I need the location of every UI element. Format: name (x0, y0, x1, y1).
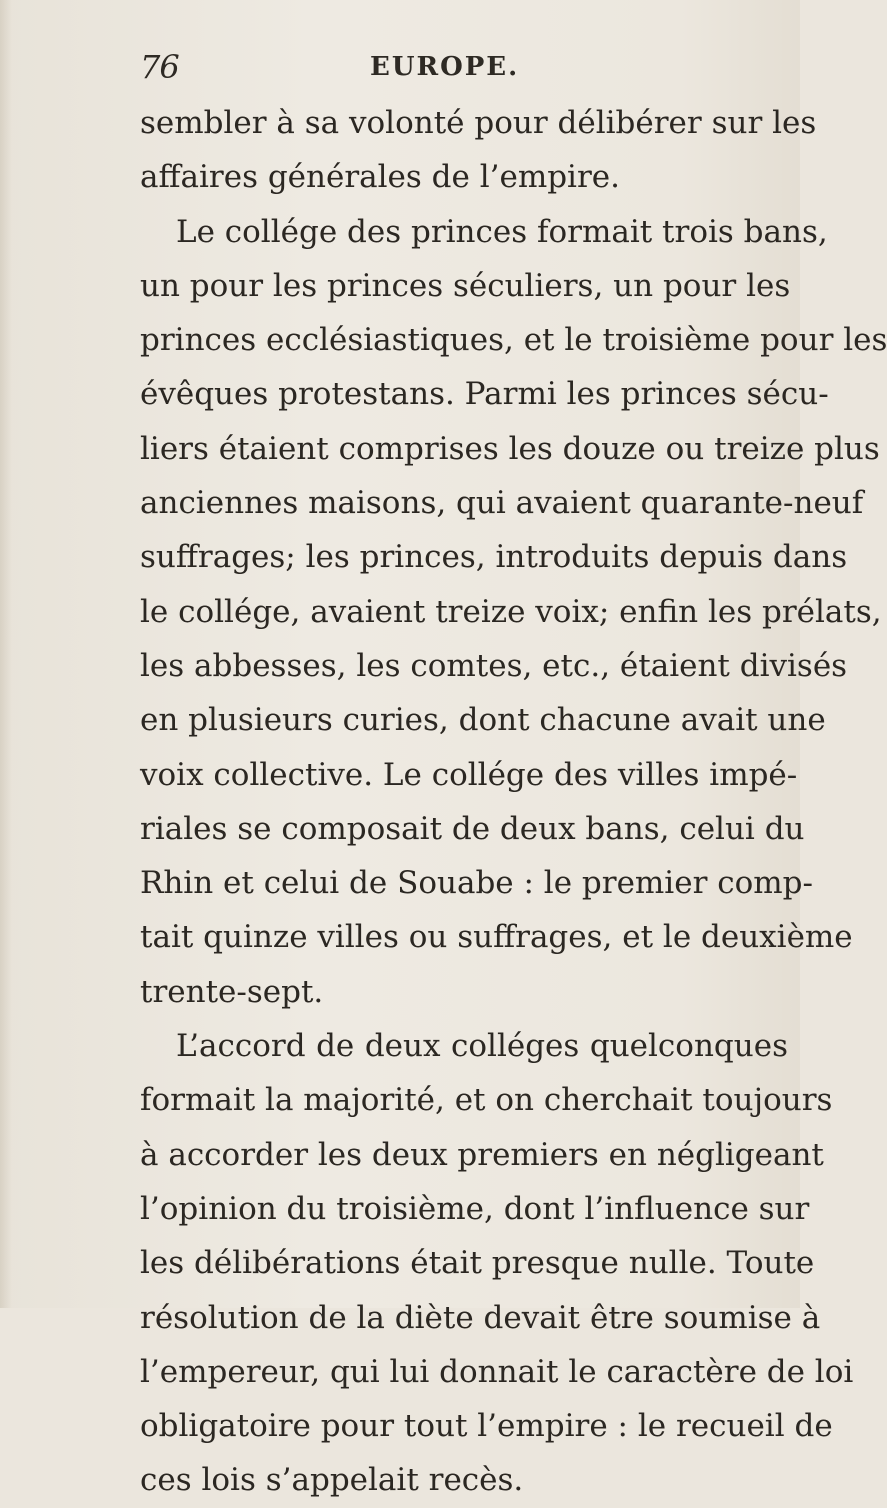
text-line: résolution de la diète devait être soumise à (140, 1299, 821, 1336)
text-line: le collége, avaient treize voix; enfin les prélats, (140, 593, 882, 630)
text-line: anciennes maisons, qui avaient quarante-neuf (140, 485, 864, 522)
text-line: évêques protestans. Parmi les princes sécu- (140, 376, 829, 413)
text-line: princes ecclésiastiques, et le troisième pour les (140, 322, 887, 359)
text-line: un pour les princes séculiers, un pour les (140, 267, 791, 304)
body-text (140, 96, 887, 1508)
text-line: l’empereur, qui lui donnait le caractère de loi (140, 1353, 854, 1390)
text-line: en plusieurs curies, dont chacune avait une (140, 702, 826, 739)
text-line: les abbesses, les comtes, etc., étaient divisés (140, 647, 848, 684)
text-line: sembler à sa volonté pour délibérer sur les (140, 105, 817, 141)
text-line: L’accord de deux colléges quelconques (176, 1028, 788, 1065)
text-line: à accorder les deux premiers en négligeant (140, 1136, 824, 1173)
page-number: 76 (140, 48, 179, 86)
text-line: Le collége des princes formait trois bans, (176, 213, 828, 250)
text-line: ces lois s’appelait recès. (140, 1462, 524, 1499)
text-line: trente-sept. (140, 973, 324, 1010)
text-line: obligatoire pour tout l’empire : le recueil de (140, 1408, 833, 1445)
text-line: tait quinze villes ou suffrages, et le deuxième (140, 919, 853, 956)
text-line: formait la majorité, et on cherchait toujours (140, 1082, 833, 1119)
text-line: riales se composait de deux bans, celui du (140, 810, 805, 847)
text-line: liers étaient comprises les douze ou treize plus (140, 430, 880, 467)
text-line: Rhin et celui de Souabe : le premier comp- (140, 865, 813, 902)
text-line: affaires générales de l’empire. (140, 159, 620, 196)
page-header (140, 48, 800, 88)
text-line: voix collective. Le collége des villes impé- (140, 756, 798, 793)
text-line: les délibérations était presque nulle. Toute (140, 1245, 815, 1282)
running-head: EUROPE. (370, 52, 520, 82)
page-edge-shadow (0, 0, 12, 1308)
text-line: l’opinion du troisième, dont l’influence sur (140, 1190, 810, 1227)
text-line: suffrages; les princes, introduits depuis dans (140, 539, 848, 576)
